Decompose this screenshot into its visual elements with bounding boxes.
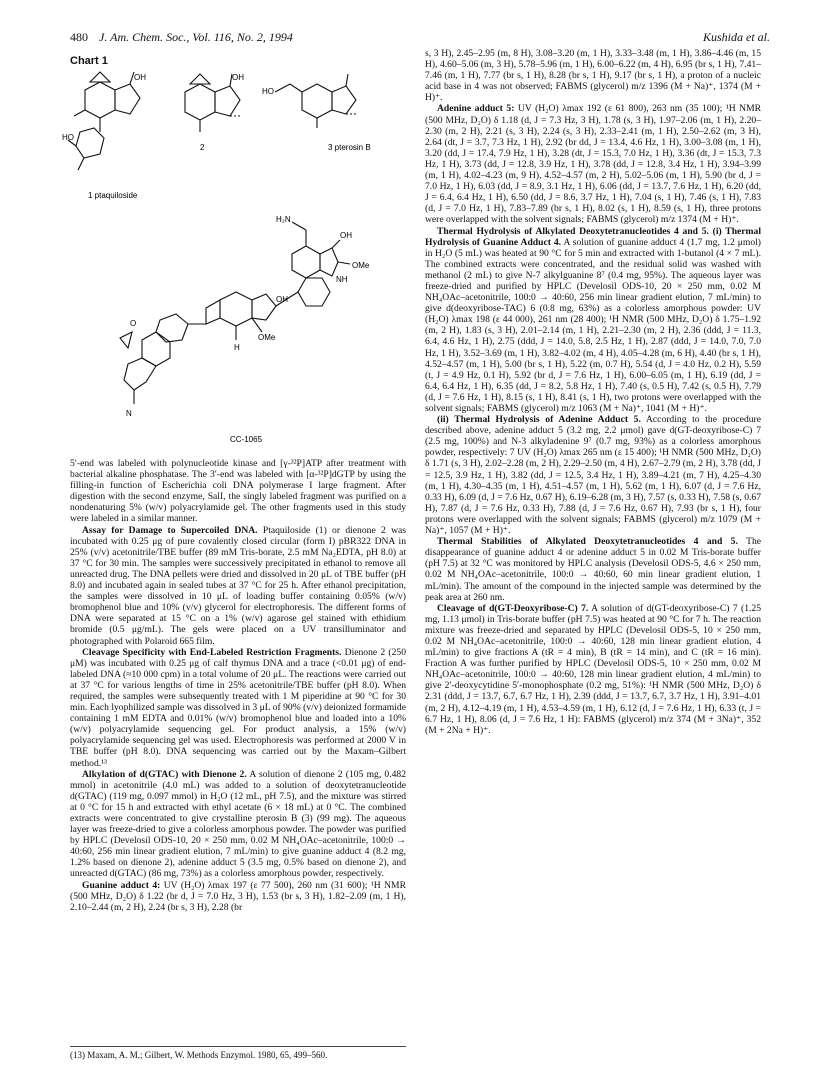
journal-citation: J. Am. Chem. Soc., Vol. 116, No. 2, 1994 (99, 30, 293, 44)
structure-dienone (185, 74, 242, 132)
atom-oh-4: OH (232, 73, 244, 82)
atom-ome-1: OMe (352, 261, 370, 270)
paragraph-heading: (ii) Thermal Hydrolysis of Adenine Adduct 5. (437, 414, 641, 426)
paragraph-text: A solution of dienone 2 (105 mg, 0.482 mmol) in acetonitrile (4.0 mL) was added to a solution of deoxytetranucleotide d(GTAC) (119 mg, 0.097 mmol) in H₂O (12 mL, pH 7.5), and the mixture was stirred at 0 °C for 15 h and extracted with ethyl acetate (6 × 18 mL) at 0 °C. The combined extracts were concentrated to give crystalline pterosin B (3) (99 mg). The aqueous layer was freeze-dried to give a colorless amorphous powder. The powder was purified by HPLC (Develosil ODS-10, 20 × 250 mm, 0.02 M NH₄OAc–acetonitrile, 100:0 → 40:60, 256 min linear gradient elution, 7 mL/min) to give guanine adduct 4 (8.2 mg, 1.2% based on dienone 2), adenine adduct 5 (3.5 mg, 0.5% based on dienone 2), and unreacted d(GTAC) (86 mg, 73%) as a colorless amorphous powder, respectively. (70, 768, 406, 880)
paragraph-text: Dienone 2 (250 μM) was incubated with 0.25 μg of calf thymus DNA and a trace (<0.01 μg) of end-labeled DNA (≈10 000 cpm) in a total volume of 20 μL. The reactions were carried out at 37 °C for various lengths of time in 25% acetonitrile/TBE buffer (pH 8.0). When required, the samples were subsequently treated with 1 M piperidine at 90 °C for 30 min. Each lyophilized sample was dissolved in 3 μL of 90% (v/v) deionized formamide containing 1 mM EDTA and 0.01% (w/v) bromophenol blue and loaded into a 10% (w/v) polyacrylamide sequencing gel. For product analysis, a 15% (w/v) polyacrylamide sequencing gel was used. Electrophoresis was performed at 2000 V in TBE buffer (pH 8.0). DNA sequencing was carried out by the Maxam–Gilbert method.¹³ (70, 646, 406, 769)
paragraph-heading: Guanine adduct 4: (82, 879, 161, 891)
paragraph (425, 48, 761, 103)
atom-ome-2: OMe (258, 333, 276, 342)
label-pterosin-b: 3 pterosin B (328, 143, 371, 152)
paragraph (425, 414, 761, 536)
label-ptaquiloside: 1 ptaquiloside (88, 191, 138, 200)
structure-cc1065 (120, 222, 350, 404)
atom-ho: HO (62, 133, 74, 142)
paragraph (425, 536, 761, 603)
paragraph-heading: Cleavage Specificity with End-Labeled Restriction Fragments. (82, 646, 342, 658)
running-header (70, 30, 770, 45)
page-number: 480 (70, 30, 88, 44)
footnote: (13) Maxam, A. M.; Gilbert, W. Methods Enzymol. 1980, 65, 499–560. (70, 1046, 406, 1060)
label-cc1065: CC-1065 (230, 435, 263, 444)
paragraph-text: 5′-end was labeled with polynucleotide kinase and [γ-³²P]ATP after treatment with bacterial alkaline phosphatase. The 3′-end was labeled with [α-³²P]dGTP by using the filling-in function of Escherichia coli DNA polymerase I large fragment. After digestion with the second enzyme, SalI, the singly labeled fragment was purified on a nondenaturing 5% (w/v) polyacrylamide gel. The other fragments used in this study were labeled in a similar manner. (70, 458, 406, 525)
paragraph-text: A solution of d(GT-deoxyribose-C) 7 (1.25 mg, 1.13 μmol) in Tris-borate buffer (pH 7.5) was heated at 90 °C for 7 h. The reaction mixture was freeze-dried and separated by HPLC (Develosil ODS-5, 10 × 250 mm, 0.02 M NH₄OAc–acetonitrile, 100:0 → 40:60, 128 min linear gradient elution, 4 mL/min) to give fractions A (tR = 4 min), B (tR = 14 min), and C (tR = 16 min). Fraction A was further purified by HPLC (Develosil ODS-5, 10 × 250 mm, 0.02 M NH₄OAc–acetonitrile, 100:0 → 40:60, 128 min linear gradient elution, 4 mL/min) to give 2′-deoxycytidine 5′-monophosphate (0.2 mg, 51%): ¹H NMR (500 MHz, D₂O) δ 2.31 (ddd, J = 13.7, 6.7, 6.7 Hz, 1 H), 2.39 (ddd, J = 13.7, 6.7, 3.7 Hz, 1 H), 3.91–4.01 (m, 2 H), 4.12–4.19 (m, 1 H), 4.53–4.59 (m, 1 H), 6.12 (d, J = 7.6 Hz, 1 H), 6.33 (t, J = 6.7 Hz, 1 H), 8.06 (d, J = 7.6 Hz, 1 H): FABMS (glycerol) m/z 374 (M + 3Na)⁺, 352 (M + 2Na + H)⁺. (425, 602, 761, 736)
paragraph-text: According to the procedure described above, adenine adduct 5 (3.2 mg, 2.2 μmol) gave d(GT-deoxyribose-C) 7 (2.5 mg, 100%) and N-3 alkyladenine 9⁷ (0.7 mg, 93%) as a colorless amorphous powder, respectively: 7 UV (H₂O) λmax 265 nm (ε 15 400); ¹H NMR (500 MHz, D₂O) δ 1.71 (s, 3 H), 2.02–2.28 (m, 2 H), 2.29–2.50 (m, 4 H), 2.67–2.79 (m, 2 H), 3.78 (dd, J = 12.5, 3.9 Hz, 1 H), 3.82 (dd, J = 12.5, 3.4 Hz, 1 H), 3.89–4.21 (m, 7 H), 4.25–4.30 (m, 1 H), 4.30–4.35 (m, 1 H), 4.51–4.57 (m, 1 H), 5.62 (m, 1 H), 6.07 (d, J = 7.6 Hz, 0.33 H), 6.09 (d, J = 7.6 Hz, 0.67 H), 6.19–6.28 (m, 3 H), 7.57 (s, 0.33 H), 7.58 (s, 0.67 H), 7.87 (d, J = 7.6 Hz, 0.33 H), 7.88 (d, J = 7.6 Hz, 0.67 H), 7.93 (br s, 1 H), four protons were overlapped with the solvent signals; FABMS (glycerol) m/z 1079 (M + Na)⁺, 1057 (M + H)⁺. (425, 414, 761, 537)
atom-ho-2: HO (262, 87, 274, 96)
paragraph-heading: Adenine adduct 5: (437, 103, 515, 115)
paragraph-text: UV (H₂O) λmax 197 (ε 77 500), 260 nm (31 600); ¹H NMR (500 MHz, D₂O) δ 1.22 (br d, J = 7.0 Hz, 3 H), 1.53 (br s, 3 H), 1.82–2.09 (m, 1 H), 2.10–2.44 (m, 2 H), 2.24 (br s, 3 H), 2.28 (br (70, 879, 406, 913)
paragraph-heading: Thermal Hydrolysis of Alkylated Deoxytetranucleotides 4 and 5. (i) Thermal Hydrolysis of Guanine Adduct 4. (425, 225, 761, 248)
structure-ptaquiloside (68, 72, 140, 170)
label-compound-2: 2 (200, 143, 205, 152)
chart-title: Chart 1 (70, 55, 108, 67)
atom-h: H (234, 343, 240, 352)
paragraph (425, 226, 761, 415)
atom-n: N (126, 409, 132, 418)
chemical-structures-figure (62, 70, 410, 450)
atom-oh-3: OH (134, 73, 146, 82)
paragraph-text: Ptaquiloside (1) or dienone 2 was incubated with 0.25 μg of pure covalently closed circular (form I) pBR322 DNA in 25% (v/v) acetonitrile/TBE buffer (89 mM Tris-borate, 2.5 mM Na₂EDTA, pH 8.0) at 37 °C for 30 min. The samples were successively precipitated in ethanol to remove all unreacted drug. The DNA pellets were dried and dissolved in 20 μL of TBE buffer (pH 8.0) and incubated again in sealed tubes at 37 °C for 25 h. After ethanol precipitation, the samples were dissolved in 10 μL of loading buffer containing 0.05% (w/v) bromophenol blue and 10% (v/v) glycerol for electrophoresis. The different forms of DNA were separated at 15 °C on a 1% (w/v) agarose gel stained with ethidium bromide (0.5 μg/mL). The gels were placed on a UV transilluminator and photographed with Polaroid 665 film. (70, 524, 406, 647)
paragraph-text: A solution of guanine adduct 4 (1.7 mg, 1.2 μmol) in H₂O (5 mL) was heated at 90 °C for 5 min and extracted with 1-butanol (4 × 7 mL). The combined extracts were concentrated, and the residual solid was washed with methanol (2 mL) to give N-7 alkylguanine 8⁷ (0.4 mg, 95%). The aqueous layer was freeze-dried and purified by HPLC (Develosil ODS-10, 20 × 250 mm, 0.02 M NH₄OAc–acetonitrile, 100:0 → 40:60, 256 min linear gradient elution, 7 mL/min) to give d(deoxyribose-TAC) 6 (0.8 mg, 63%) as a colorless amorphous powder: UV (H₂O) λmax 198 (ε 44 000), 261 nm (28 400); ¹H NMR (500 MHz, D₂O) δ 1.75–1.92 (m, 2 H), 1.83 (s, 3 H), 2.01–2.14 (m, 1 H), 2.21–2.30 (m, 2 H), 2.36 (ddd, J = 11.3, 6.4, 4.6 Hz, 1 H), 2.75 (ddd, J = 14.0, 5.8, 2.5 Hz, 1 H), 2.87 (ddd, J = 14.0, 7.0, 7.0 Hz, 1 H), 3.52–3.69 (m, 1 H), 3.82–4.02 (m, 4 H), 4.05–4.28 (m, 6 H), 4.40 (br s, 1 H), 4.52–4.57 (m, 1 H), 5.00 (br s, 1 H), 5.22 (m, 0.7 H), 5.54 (d, J = 4.0 Hz, 0.2 H), 5.59 (t, J = 4.9 Hz, 0.1 H), 5.92 (br d, J = 7.6 Hz, 1 H), 6.00–6.05 (m, 1 H), 6.19 (dd, J = 6.4, 6.4 Hz, 1 H), 6.35 (dd, J = 8.2, 5.8 Hz, 1 H), 7.40 (s, 0.5 H), 7.42 (s, 0.5 H), 7.79 (d, J = 7.6 Hz, 1 H), 8.15 (s, 1 H), 8.41 (s, 1 H), two protons were overlapped with the solvent signals; FABMS (glycerol) m/z 1063 (M + Na)⁺, 1041 (M + H)⁺. (425, 236, 761, 414)
paragraph (70, 647, 406, 769)
paragraph-text: UV (H₂O) λmax 192 (ε 61 800), 263 nm (35 100); ¹H NMR (500 MHz, D₂O) δ 1.18 (d, J = 7.3 Hz, 3 H), 1.78 (s, 3 H), 1.97–2.06 (m, 1 H), 2.20–2.30 (m, 2 H), 2.21 (s, 3 H), 2.24 (s, 3 H), 2.33–2.41 (m, 1 H), 2.50–2.62 (m, 3 H), 2.64 (dt, J = 3.7, 7.3 Hz, 1 H), 2.92 (br dd, J = 13.4, 4.6 Hz, 1 H), 3.00–3.08 (m, 1 H), 3.20 (dd, J = 17.4, 7.9 Hz, 1 H), 3.28 (dt, J = 15.3, 7.0 Hz, 1 H), 3.36 (dt, J = 15.3, 7.3 Hz, 1 H), 3.73 (dd, J = 12.8, 3.9 Hz, 1 H), 3.78 (dd, J = 12.8, 3.4 Hz, 1 H), 3.94–3.99 (m, 1 H), 4.02–4.23 (m, 9 H), 4.52–4.57 (m, 2 H), 5.02–5.06 (m, 1 H), 5.90 (br d, J = 7.0 Hz, 1 H), 6.03 (dd, J = 8.9, 3.1 Hz, 1 H), 6.06 (dd, J = 13.7, 7.6 Hz, 1 H), 6.20 (dd, J = 6.4, 6.4 Hz, 1 H), 6.50 (dd, J = 8.6, 3.7 Hz, 1 H), 7.04 (s, 1 H), 7.46 (s, 1 H), 7.83 (d, J = 7.0 Hz, 1 H), 7.83–7.89 (br s, 1 H), 8.02 (s, 1 H), 8.59 (s, 1 H), three protons were overlapped with the solvent signals; FABMS (glycerol) m/z 1374 (M + H)⁺. (425, 103, 761, 226)
atom-nh: NH (336, 275, 348, 284)
atom-o: O (130, 319, 137, 328)
left-column (70, 458, 406, 913)
paragraph-heading: Thermal Stabilities of Alkylated Deoxytetranucleotides 4 and 5. (437, 536, 738, 548)
structure-pterosin-b (275, 74, 358, 128)
running-authors: Kushida et al. (702, 30, 770, 44)
paragraph-heading: Cleavage of d(GT-Deoxyribose-C) 7. (437, 602, 589, 614)
paragraph (425, 103, 761, 225)
atom-oh-2: OH (276, 295, 288, 304)
paragraph (70, 525, 406, 647)
right-column (425, 48, 761, 736)
atom-oh-1: OH (340, 231, 352, 240)
paragraph-heading: Alkylation of d(GTAC) with Dienone 2. (82, 768, 247, 780)
paragraph (425, 603, 761, 736)
paragraph (70, 458, 406, 525)
paragraph-text: s, 3 H), 2.45–2.95 (m, 8 H), 3.08–3.20 (m, 1 H), 3.33–3.48 (m, 1 H), 3.86–4.46 (m, 15 H), 4.60–5.06 (m, 3 H), 5.78–5.96 (m, 1 H), 6.00–6.22 (m, 4 H), 6.95 (br s, 1 H), 7.41–7.46 (m, 1 H), 7.77 (br s, 1 H), 8.28 (br s, 1 H), 9.17 (br s, 1 H), a proton of a nucleic acid base in 4 was not observed; FABMS (glycerol) m/z 1396 (M + Na)⁺, 1374 (M + H)⁺. (425, 48, 761, 104)
paragraph-text: The disappearance of guanine adduct 4 or adenine adduct 5 in 0.02 M Tris-borate buffer (pH 7.5) at 32 °C was monitored by HPLC analysis (Develosil ODS-5, 4.6 × 250 mm, 0.02 M NH₄OAc–acetonitrile, 100:0 → 40:60, 60 min linear gradient elution, 1 mL/min). The amount of the compound in the injected sample was determined by the peak area at 260 nm. (425, 536, 761, 603)
paragraph (70, 769, 406, 880)
paragraph-heading: Assay for Damage to Supercoiled DNA. (82, 524, 258, 536)
paragraph (70, 880, 406, 913)
atom-h2n: H₂N (276, 215, 291, 224)
